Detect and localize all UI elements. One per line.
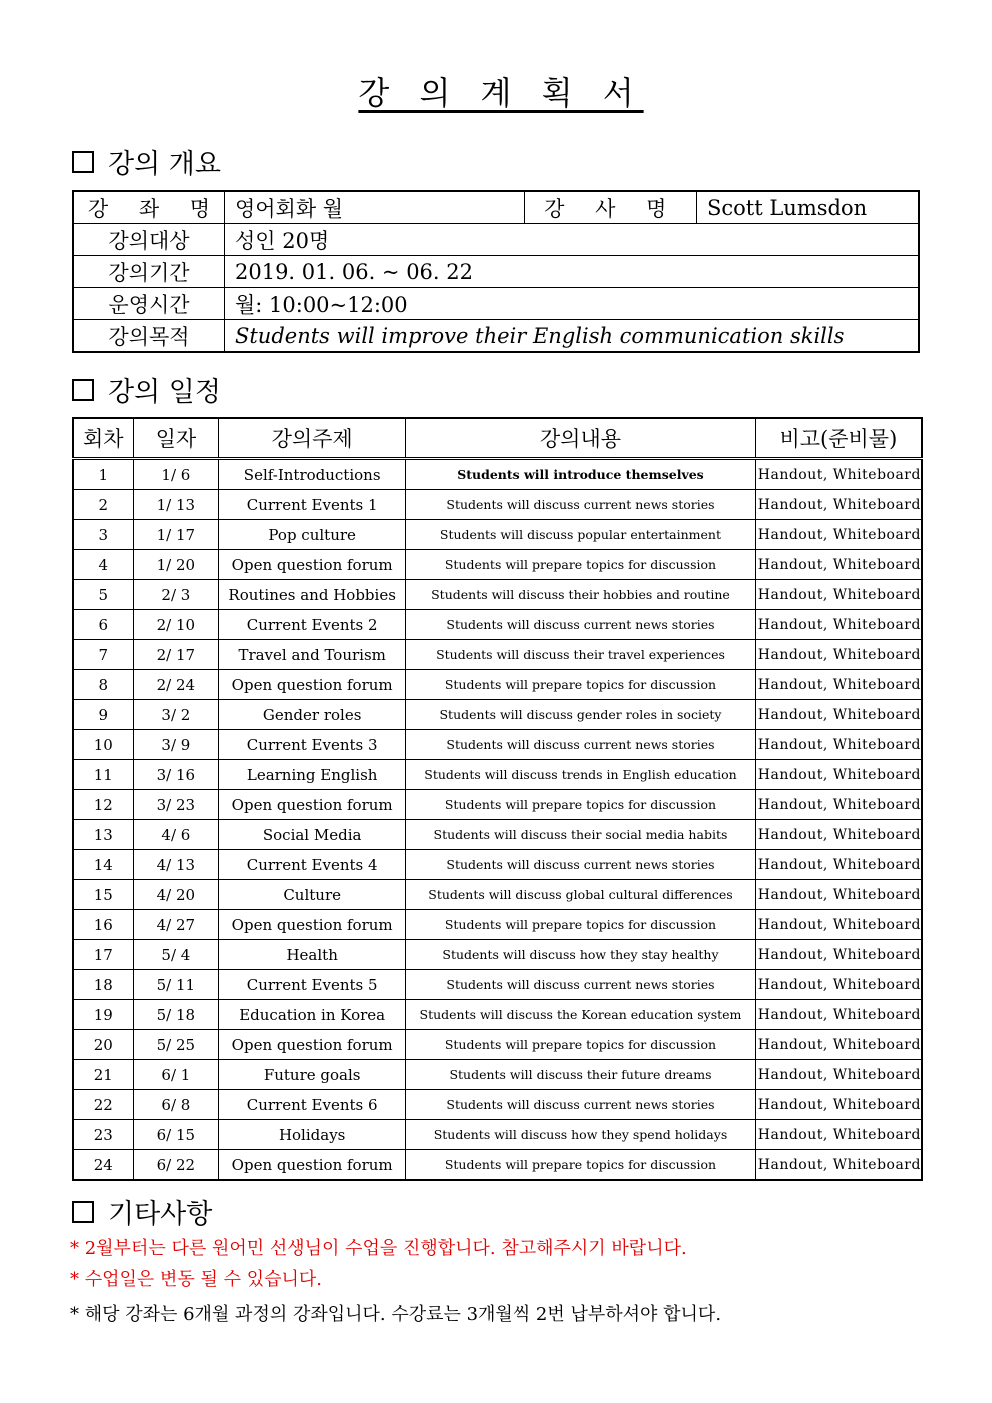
session-content: Students will prepare topics for discussion	[406, 1030, 756, 1060]
session-materials: Handout, Whiteboard	[755, 610, 922, 640]
session-number: 16	[73, 910, 133, 940]
session-date: 5/ 11	[133, 970, 219, 1000]
session-materials: Handout, Whiteboard	[755, 580, 922, 610]
session-topic: Holidays	[219, 1120, 406, 1150]
session-materials: Handout, Whiteboard	[755, 670, 922, 700]
session-date: 5/ 4	[133, 940, 219, 970]
session-materials: Handout, Whiteboard	[755, 730, 922, 760]
session-date: 6/ 15	[133, 1120, 219, 1150]
document-title-text: 강 의 계 획 서	[358, 74, 644, 112]
session-number: 24	[73, 1150, 133, 1181]
session-materials: Handout, Whiteboard	[755, 459, 922, 490]
overview-table	[72, 190, 920, 353]
instructor-value: Scott Lumsdon	[697, 191, 920, 224]
session-date: 3/ 2	[133, 700, 219, 730]
session-materials: Handout, Whiteboard	[755, 850, 922, 880]
session-date: 1/ 6	[133, 459, 219, 490]
session-content: Students will discuss gender roles in society	[406, 700, 756, 730]
session-number: 14	[73, 850, 133, 880]
session-number: 17	[73, 940, 133, 970]
session-date: 3/ 23	[133, 790, 219, 820]
session-content: Students will discuss how they stay healthy	[406, 940, 756, 970]
session-materials: Handout, Whiteboard	[755, 940, 922, 970]
session-topic: Culture	[219, 880, 406, 910]
session-date: 3/ 16	[133, 760, 219, 790]
session-content: Students will prepare topics for discussion	[406, 790, 756, 820]
table-row	[73, 550, 922, 580]
session-content: Students will discuss trends in English education	[406, 760, 756, 790]
session-number: 4	[73, 550, 133, 580]
session-number: 21	[73, 1060, 133, 1090]
notes-list	[70, 1236, 721, 1333]
note-line: * 해당 강좌는 6개월 과정의 강좌입니다. 수강료는 3개월씩 2번 납부하셔야 합니다.	[70, 1304, 722, 1325]
overview-heading-text: 강의 개요	[108, 149, 221, 180]
session-materials: Handout, Whiteboard	[755, 1120, 922, 1150]
session-content: Students will prepare topics for discussion	[406, 1150, 756, 1181]
table-row	[73, 1030, 922, 1060]
session-materials: Handout, Whiteboard	[755, 880, 922, 910]
schedule-body	[73, 459, 922, 1181]
session-date: 2/ 24	[133, 670, 219, 700]
session-topic: Learning English	[219, 760, 406, 790]
session-content: Students will discuss current news stories	[406, 490, 756, 520]
period-value: 2019. 01. 06. ~ 06. 22	[224, 256, 919, 288]
session-materials: Handout, Whiteboard	[755, 550, 922, 580]
session-date: 5/ 18	[133, 1000, 219, 1030]
table-row	[73, 640, 922, 670]
schedule-table	[72, 417, 923, 1181]
table-row	[73, 1150, 922, 1181]
session-topic: Open question forum	[219, 550, 406, 580]
col-header-notes: 비고(준비물)	[755, 418, 922, 459]
session-materials: Handout, Whiteboard	[755, 700, 922, 730]
session-date: 6/ 22	[133, 1150, 219, 1181]
session-number: 19	[73, 1000, 133, 1030]
session-date: 4/ 20	[133, 880, 219, 910]
session-topic: Current Events 1	[219, 490, 406, 520]
session-number: 7	[73, 640, 133, 670]
session-date: 6/ 8	[133, 1090, 219, 1120]
table-row	[73, 1090, 922, 1120]
session-content: Students will prepare topics for discussion	[406, 910, 756, 940]
session-content: Students will discuss current news stories	[406, 970, 756, 1000]
session-date: 1/ 17	[133, 520, 219, 550]
schedule-header-row	[73, 418, 922, 459]
hours-label: 운영시간	[73, 288, 224, 320]
col-header-date: 일자	[133, 418, 219, 459]
session-topic: Travel and Tourism	[219, 640, 406, 670]
session-materials: Handout, Whiteboard	[755, 1150, 922, 1181]
col-header-content: 강의내용	[406, 418, 756, 459]
session-number: 5	[73, 580, 133, 610]
table-row	[73, 610, 922, 640]
session-topic: Current Events 6	[219, 1090, 406, 1120]
table-row	[73, 670, 922, 700]
purpose-value: Students will improve their English communication skills	[224, 320, 919, 353]
session-content: Students will discuss their hobbies and routine	[406, 580, 756, 610]
session-content: Students will discuss their travel experiences	[406, 640, 756, 670]
session-number: 2	[73, 490, 133, 520]
checkbox-square-icon	[72, 151, 94, 173]
session-materials: Handout, Whiteboard	[755, 640, 922, 670]
session-content: Students will introduce themselves	[406, 459, 756, 490]
table-row	[73, 730, 922, 760]
session-number: 3	[73, 520, 133, 550]
table-row	[73, 1120, 922, 1150]
schedule-heading	[72, 370, 221, 409]
session-topic: Current Events 5	[219, 970, 406, 1000]
session-content: Students will discuss their future dreams	[406, 1060, 756, 1090]
table-row	[73, 1000, 922, 1030]
col-header-session: 회차	[73, 418, 133, 459]
session-topic: Social Media	[219, 820, 406, 850]
session-number: 11	[73, 760, 133, 790]
session-number: 23	[73, 1120, 133, 1150]
session-topic: Future goals	[219, 1060, 406, 1090]
session-topic: Current Events 2	[219, 610, 406, 640]
session-content: Students will discuss current news stories	[406, 610, 756, 640]
checkbox-square-icon	[72, 1201, 94, 1223]
session-number: 10	[73, 730, 133, 760]
table-row	[73, 490, 922, 520]
session-number: 1	[73, 459, 133, 490]
table-row	[73, 760, 922, 790]
table-row	[73, 880, 922, 910]
session-topic: Gender roles	[219, 700, 406, 730]
overview-row-period	[73, 256, 919, 288]
session-content: Students will discuss the Korean education system	[406, 1000, 756, 1030]
session-content: Students will discuss current news stories	[406, 1090, 756, 1120]
session-date: 4/ 6	[133, 820, 219, 850]
session-topic: Self-Introductions	[219, 459, 406, 490]
notes-heading-text: 기타사항	[108, 1199, 213, 1230]
target-label: 강의대상	[73, 224, 224, 256]
purpose-label: 강의목적	[73, 320, 224, 353]
target-value: 성인 20명	[224, 224, 919, 256]
table-row	[73, 520, 922, 550]
session-content: Students will discuss their social media habits	[406, 820, 756, 850]
overview-row-course	[73, 191, 919, 224]
session-number: 6	[73, 610, 133, 640]
session-materials: Handout, Whiteboard	[755, 790, 922, 820]
session-date: 2/ 17	[133, 640, 219, 670]
session-materials: Handout, Whiteboard	[755, 1060, 922, 1090]
session-date: 2/ 3	[133, 580, 219, 610]
session-materials: Handout, Whiteboard	[755, 970, 922, 1000]
session-date: 2/ 10	[133, 610, 219, 640]
checkbox-square-icon	[72, 379, 94, 401]
session-content: Students will prepare topics for discussion	[406, 670, 756, 700]
session-materials: Handout, Whiteboard	[755, 760, 922, 790]
table-row	[73, 970, 922, 1000]
overview-row-purpose	[73, 320, 919, 353]
course-value: 영어회화 월	[224, 191, 524, 224]
session-number: 9	[73, 700, 133, 730]
session-topic: Current Events 4	[219, 850, 406, 880]
session-date: 3/ 9	[133, 730, 219, 760]
session-topic: Routines and Hobbies	[219, 580, 406, 610]
period-label: 강의기간	[73, 256, 224, 288]
overview-row-hours	[73, 288, 919, 320]
table-row	[73, 940, 922, 970]
table-row	[73, 790, 922, 820]
session-date: 1/ 13	[133, 490, 219, 520]
schedule-heading-text: 강의 일정	[108, 377, 221, 408]
course-label: 강 좌 명	[73, 191, 224, 224]
table-row	[73, 820, 922, 850]
table-row	[73, 580, 922, 610]
session-materials: Handout, Whiteboard	[755, 1000, 922, 1030]
session-date: 1/ 20	[133, 550, 219, 580]
table-row	[73, 700, 922, 730]
session-topic: Current Events 3	[219, 730, 406, 760]
session-number: 8	[73, 670, 133, 700]
session-topic: Open question forum	[219, 1150, 406, 1181]
session-date: 5/ 25	[133, 1030, 219, 1060]
session-materials: Handout, Whiteboard	[755, 520, 922, 550]
col-header-topic: 강의주제	[219, 418, 406, 459]
session-content: Students will discuss current news stories	[406, 730, 756, 760]
session-materials: Handout, Whiteboard	[755, 490, 922, 520]
instructor-label: 강 사 명	[524, 191, 696, 224]
table-row	[73, 850, 922, 880]
session-content: Students will discuss popular entertainment	[406, 520, 756, 550]
session-number: 15	[73, 880, 133, 910]
session-date: 4/ 13	[133, 850, 219, 880]
overview-row-target	[73, 224, 919, 256]
session-topic: Health	[219, 940, 406, 970]
note-line: * 수업일은 변동 될 수 있습니다.	[70, 1269, 322, 1290]
session-number: 12	[73, 790, 133, 820]
table-row	[73, 1060, 922, 1090]
note-line: * 2월부터는 다른 원어민 선생님이 수업을 진행합니다. 참고해주시기 바랍니다.	[70, 1238, 687, 1259]
session-content: Students will discuss how they spend holidays	[406, 1120, 756, 1150]
session-materials: Handout, Whiteboard	[755, 1090, 922, 1120]
session-number: 20	[73, 1030, 133, 1060]
session-topic: Open question forum	[219, 1030, 406, 1060]
session-number: 22	[73, 1090, 133, 1120]
table-row	[73, 910, 922, 940]
session-number: 13	[73, 820, 133, 850]
table-row	[73, 459, 922, 490]
document-title	[0, 68, 992, 114]
session-topic: Open question forum	[219, 670, 406, 700]
session-materials: Handout, Whiteboard	[755, 1030, 922, 1060]
session-date: 4/ 27	[133, 910, 219, 940]
overview-heading	[72, 142, 221, 181]
session-topic: Pop culture	[219, 520, 406, 550]
session-content: Students will prepare topics for discussion	[406, 550, 756, 580]
session-content: Students will discuss global cultural differences	[406, 880, 756, 910]
session-topic: Education in Korea	[219, 1000, 406, 1030]
notes-heading	[72, 1192, 212, 1231]
session-number: 18	[73, 970, 133, 1000]
session-date: 6/ 1	[133, 1060, 219, 1090]
session-content: Students will discuss current news stories	[406, 850, 756, 880]
session-topic: Open question forum	[219, 790, 406, 820]
hours-value: 월: 10:00~12:00	[224, 288, 919, 320]
session-materials: Handout, Whiteboard	[755, 820, 922, 850]
session-materials: Handout, Whiteboard	[755, 910, 922, 940]
session-topic: Open question forum	[219, 910, 406, 940]
